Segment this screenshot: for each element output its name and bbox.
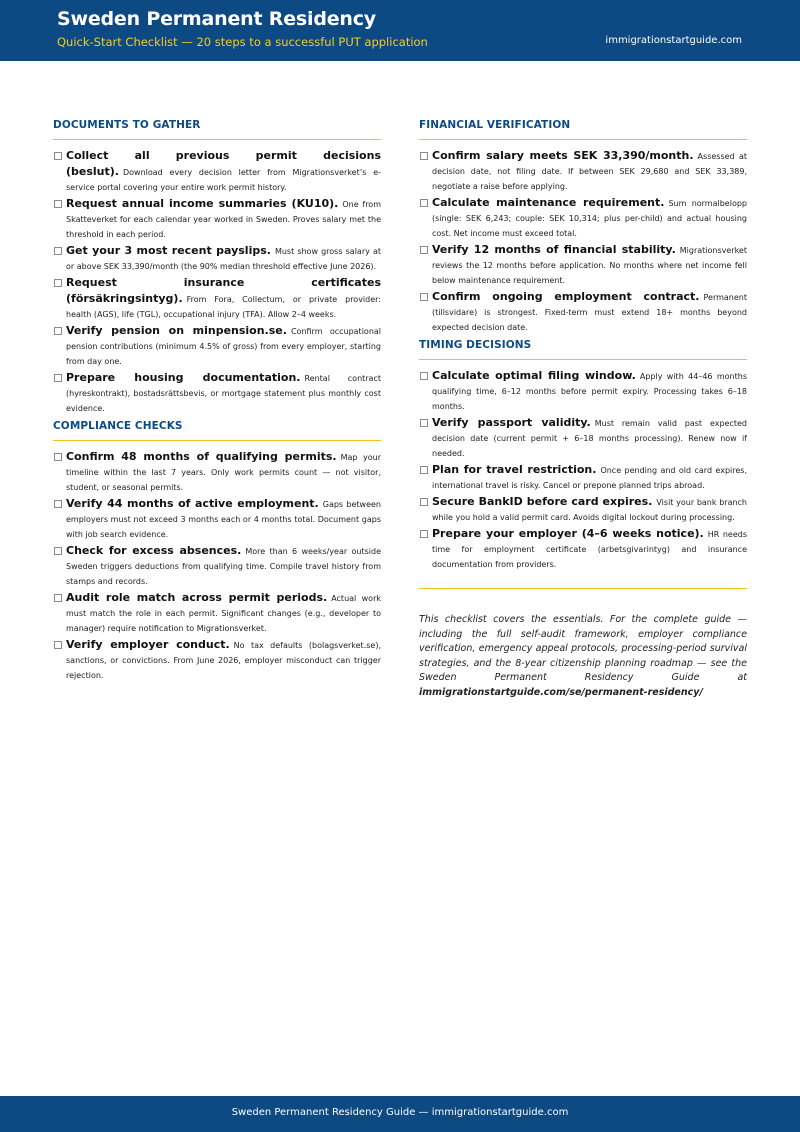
checklist-financial [419, 148, 747, 335]
checkbox[interactable] [420, 419, 428, 427]
checklist-item-text: Migrationsverket reviews the 12 months before application. No months where net income fell below maintenance requirement. [432, 246, 747, 285]
left-column [53, 119, 381, 687]
checklist-item [419, 195, 747, 241]
guide-link[interactable]: immigrationstartguide.com/se/permanent-residency/ [419, 686, 703, 698]
checklist-item-text: Gaps between employers must not exceed 3 months each or 4 months total. Document gaps with job search evidence. [66, 500, 382, 539]
checklist-item-text: Permanent (tillsvidare) is strongest. Fixed-term must extend 18+ months beyond expected decision date. [432, 293, 747, 332]
checklist-item-text: Once pending and old card expires, international travel is risky. Cancel or prepone planned trips abroad. [432, 466, 747, 490]
section-title-compliance: COMPLIANCE CHECKS [53, 420, 381, 441]
checklist-item-heading: Prepare your employer (4–6 weeks notice). [432, 527, 704, 540]
header-site-link[interactable]: immigrationstartguide.com [605, 35, 742, 46]
checkbox[interactable] [54, 152, 62, 160]
checklist-item-heading: Calculate optimal filing window. [432, 369, 636, 382]
checklist-item-heading: Request insurance certificates (försäkringsintyg). [66, 276, 381, 305]
checklist-item-heading: Get your 3 most recent payslips. [66, 244, 271, 257]
checklist-item-heading: Check for excess absences. [66, 544, 242, 557]
checkbox[interactable] [54, 200, 62, 208]
checklist-item-heading: Verify 12 months of financial stability. [432, 243, 676, 256]
checklist-item-heading: Audit role match across permit periods. [66, 591, 328, 604]
checklist-item [419, 526, 747, 572]
guide-note-text: This checklist covers the essentials. For the complete guide — including the full self-audit framework, employer compliance verification, emergency appeal protocols, processing-period survival strategies, and the 8-year citizenship planning roadmap — see the Sweden Permanent Residency Guide at [419, 614, 747, 683]
checklist-item-heading: Collect all previous permit decisions (beslut). [66, 149, 381, 178]
checklist-item [53, 543, 381, 589]
checklist-item-text: Sum normalbelopp (single: SEK 6,243; couple: SEK 10,314; plus per-child) and actual housing cost. Net income must exceed total. [432, 199, 747, 238]
section-title-documents: DOCUMENTS TO GATHER [53, 119, 381, 140]
checklist-item-heading: Calculate maintenance requirement. [432, 196, 665, 209]
section-title-financial: FINANCIAL VERIFICATION [419, 119, 747, 140]
checklist-item [419, 415, 747, 461]
checklist-item [53, 370, 381, 416]
section-timing [419, 339, 747, 572]
checklist-item-heading: Verify employer conduct. [66, 638, 230, 651]
checklist-item [419, 494, 747, 525]
checklist-item [53, 243, 381, 274]
checklist-item [419, 289, 747, 335]
checklist-item [53, 637, 381, 683]
checkbox[interactable] [54, 327, 62, 335]
right-column [419, 119, 747, 700]
checkbox[interactable] [420, 199, 428, 207]
checkbox[interactable] [420, 466, 428, 474]
checkbox[interactable] [54, 279, 62, 287]
checklist-item-text: Rental contract (hyreskontrakt), bostadsrättsbevis, or mortgage statement plus monthly cost evidence. [66, 374, 381, 413]
checklist-item-heading: Secure BankID before card expires. [432, 495, 653, 508]
section-title-timing: TIMING DECISIONS [419, 339, 747, 360]
checklist-item-text: One from Skatteverket for each calendar year worked in Sweden. Proves salary met the threshold in each period. [66, 200, 381, 239]
checklist-item-text: From Fora, Collectum, or private provider: health (AGS), life (TGL), occupational injury (TFA). Allow 2–4 weeks. [66, 295, 381, 319]
checkbox[interactable] [420, 293, 428, 301]
checklist-item-text: Must remain valid past expected decision date (current permit + 6–18 months processing). Renew now if needed. [432, 419, 747, 458]
section-financial [419, 119, 747, 335]
page-title: Sweden Permanent Residency [57, 8, 376, 30]
checklist-item-text: No tax defaults (bolagsverket.se), sanctions, or convictions. From June 2026, employer misconduct can trigger rejection. [66, 641, 381, 680]
checkbox[interactable] [54, 641, 62, 649]
checkbox[interactable] [420, 498, 428, 506]
checklist-item-text: More than 6 weeks/year outside Sweden triggers deductions from qualifying time. Compile travel history from stamps and records. [66, 547, 382, 586]
checklist-item [419, 242, 747, 288]
checklist-item [419, 148, 747, 194]
checklist-item [53, 449, 381, 495]
checklist-item-text: Visit your bank branch while you hold a valid permit card. Avoids digital lockout during processing. [432, 498, 748, 522]
checkbox[interactable] [54, 500, 62, 508]
checklist-item-text: Download every decision letter from Migrationsverket’s e-service portal covering your entire work permit history. [66, 168, 381, 192]
page-footer [0, 1096, 800, 1132]
section-documents [53, 119, 381, 416]
checklist-item-heading: Confirm salary meets SEK 33,390/month. [432, 149, 694, 162]
checklist-item-heading: Plan for travel restriction. [432, 463, 597, 476]
checklist-item [53, 275, 381, 322]
checklist-item [53, 496, 381, 542]
checklist-item [53, 323, 381, 369]
checklist-compliance [53, 449, 381, 683]
checklist-item-heading: Confirm 48 months of qualifying permits. [66, 450, 337, 463]
page-header [0, 0, 800, 61]
checklist-timing [419, 368, 747, 572]
checkbox[interactable] [420, 530, 428, 538]
checklist-item-text: Assessed at decision date, not filing date. If between SEK 29,680 and SEK 33,389, negotiate a raise before applying. [432, 152, 748, 191]
checklist-documents [53, 148, 381, 416]
checkbox[interactable] [54, 374, 62, 382]
guide-note [419, 613, 747, 700]
checklist-item-heading: Confirm ongoing employment contract. [432, 290, 700, 303]
checklist-item [419, 368, 747, 414]
page-subtitle: Quick-Start Checklist — 20 steps to a successful PUT application [57, 35, 428, 49]
checklist-item-text: Actual work must match the role in each permit. Significant changes (e.g., developer to manager) require notification to Migrationsverket. [66, 594, 381, 633]
checklist-item-text: Confirm occupational pension contributions (minimum 4.5% of gross) from every employer, starting from day one. [66, 327, 382, 366]
footer-text: Sweden Permanent Residency Guide — immigrationstartguide.com [231, 1107, 569, 1118]
checklist-item [53, 148, 381, 195]
checklist-item [53, 590, 381, 636]
checkbox[interactable] [420, 246, 428, 254]
checklist-item [53, 196, 381, 242]
checkbox[interactable] [420, 152, 428, 160]
checkbox[interactable] [54, 547, 62, 555]
checklist-item-text: Map your timeline within the last 7 years. Only work permits count — not visitor, student, or seasonal permits. [66, 453, 381, 492]
checklist-item [419, 462, 747, 493]
checklist-item-heading: Verify passport validity. [432, 416, 591, 429]
checklist-item-text: Apply with 44–46 months qualifying time, 6–12 months before permit expiry. Processing takes 6–18 months. [432, 372, 747, 411]
checklist-item-heading: Request annual income summaries (KU10). [66, 197, 339, 210]
checklist-item-heading: Verify pension on minpension.se. [66, 324, 287, 337]
checklist-item-heading: Prepare housing documentation. [66, 371, 301, 384]
checkbox[interactable] [54, 247, 62, 255]
checklist-item-text: HR needs time for employment certificate (arbetsgivarintyg) and insurance documentation from providers. [432, 530, 747, 569]
checkbox[interactable] [54, 594, 62, 602]
checklist-item-text: Must show gross salary at or above SEK 33,390/month (the 90% median threshold effective June 2026). [66, 247, 381, 271]
checklist-item-heading: Verify 44 months of active employment. [66, 497, 319, 510]
checkbox[interactable] [420, 372, 428, 380]
divider [419, 588, 747, 589]
checkbox[interactable] [54, 453, 62, 461]
section-compliance [53, 420, 381, 683]
